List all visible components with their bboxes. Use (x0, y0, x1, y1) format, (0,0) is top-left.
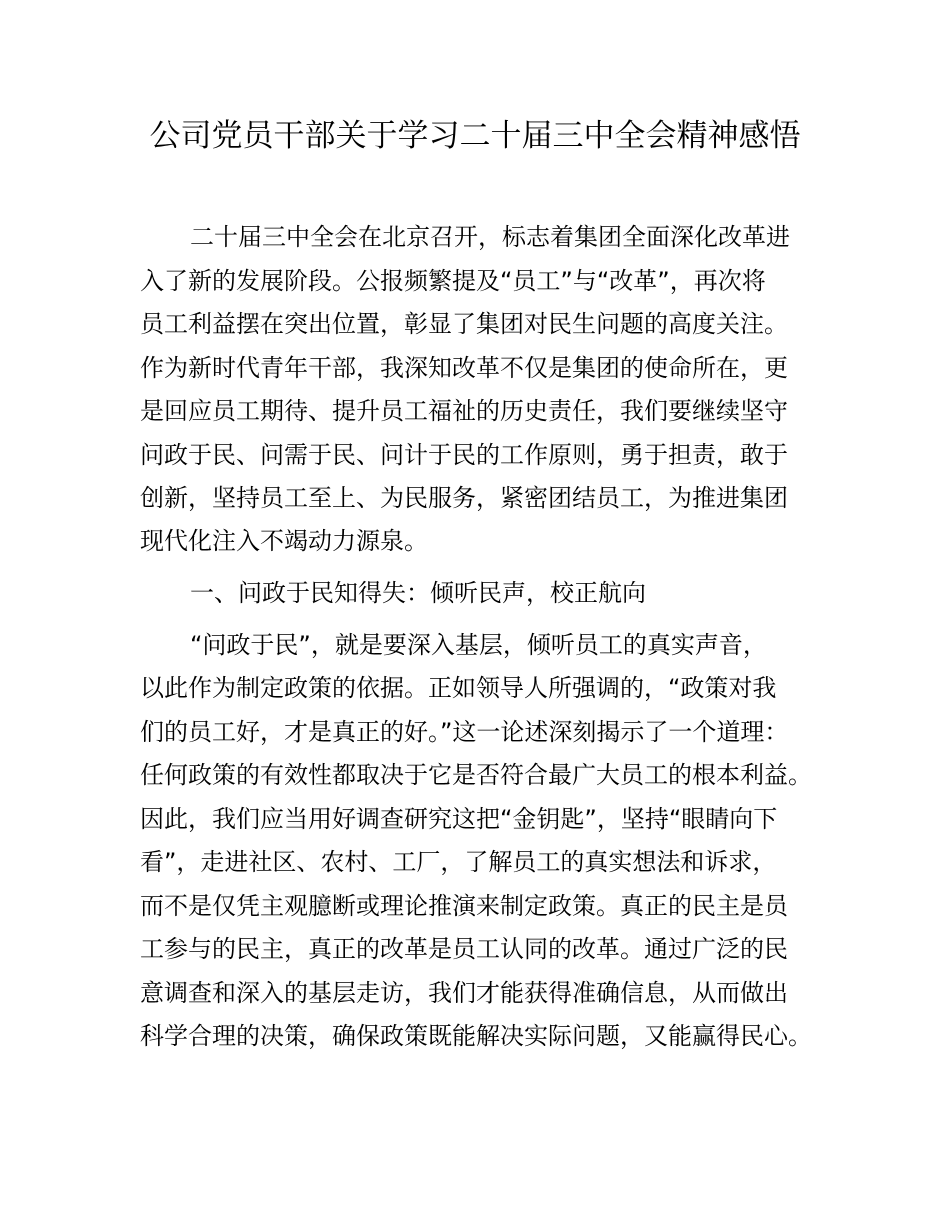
paragraph-2-line-1: “问政于民”，就是要深入基层，倾听员工的真实声音， (190, 631, 767, 659)
paragraph-2-line-5: 因此，我们应当用好调查研究这把“金钥匙”，坚持“眼睛向下 (140, 805, 778, 833)
paragraph-2-line-8: 工参与的民主，真正的改革是员工认同的改革。通过广泛的民 (140, 935, 788, 963)
paragraph-2-line-3: 们的员工好，才是真正的好。”这一论述深刻揭示了一个道理： (140, 718, 789, 746)
paragraph-1-line-8: 现代化注入不竭动力源泉。 (140, 527, 428, 555)
paragraph-2-line-6: 看”，走进社区、农村、工厂，了解员工的真实想法和诉求， (140, 848, 777, 876)
paragraph-2-line-4: 任何政策的有效性都取决于它是否符合最广大员工的根本利益。 (140, 761, 812, 789)
paragraph-1-line-2: 入了新的发展阶段。公报频繁提及“员工”与“改革”，再次将 (140, 267, 766, 295)
paragraph-2-line-7: 而不是仅凭主观臆断或理论推演来制定政策。真正的民主是员 (140, 892, 788, 920)
paragraph-1-line-4: 作为新时代青年干部，我深知改革不仅是集团的使命所在，更 (140, 354, 788, 382)
paragraph-1-line-6: 问政于民、问需于民、问计于民的工作原则，勇于担责，敢于 (140, 441, 788, 469)
section-heading-1: 一、问政于民知得失：倾听民声，校正航向 (190, 579, 646, 607)
paragraph-1-line-1: 二十届三中全会在北京召开，标志着集团全面深化改革进 (190, 223, 790, 251)
paragraph-2-line-9: 意调查和深入的基层走访，我们才能获得准确信息，从而做出 (140, 979, 788, 1007)
paragraph-2-line-10: 科学合理的决策，确保政策既能解决实际问题，又能赢得民心。 (140, 1022, 812, 1050)
paragraph-2-line-2: 以此作为制定政策的依据。正如领导人所强调的，“政策对我 (140, 674, 777, 702)
paragraph-1-line-3: 员工利益摆在突出位置，彰显了集团对民生问题的高度关注。 (140, 310, 788, 338)
paragraph-1-line-7: 创新，坚持员工至上、为民服务，紧密团结员工，为推进集团 (140, 484, 788, 512)
document-title: 公司党员干部关于学习二十届三中全会精神感悟 (149, 118, 801, 154)
paragraph-1-line-5: 是回应员工期待、提升员工福祉的历史责任，我们要继续坚守 (140, 397, 788, 425)
